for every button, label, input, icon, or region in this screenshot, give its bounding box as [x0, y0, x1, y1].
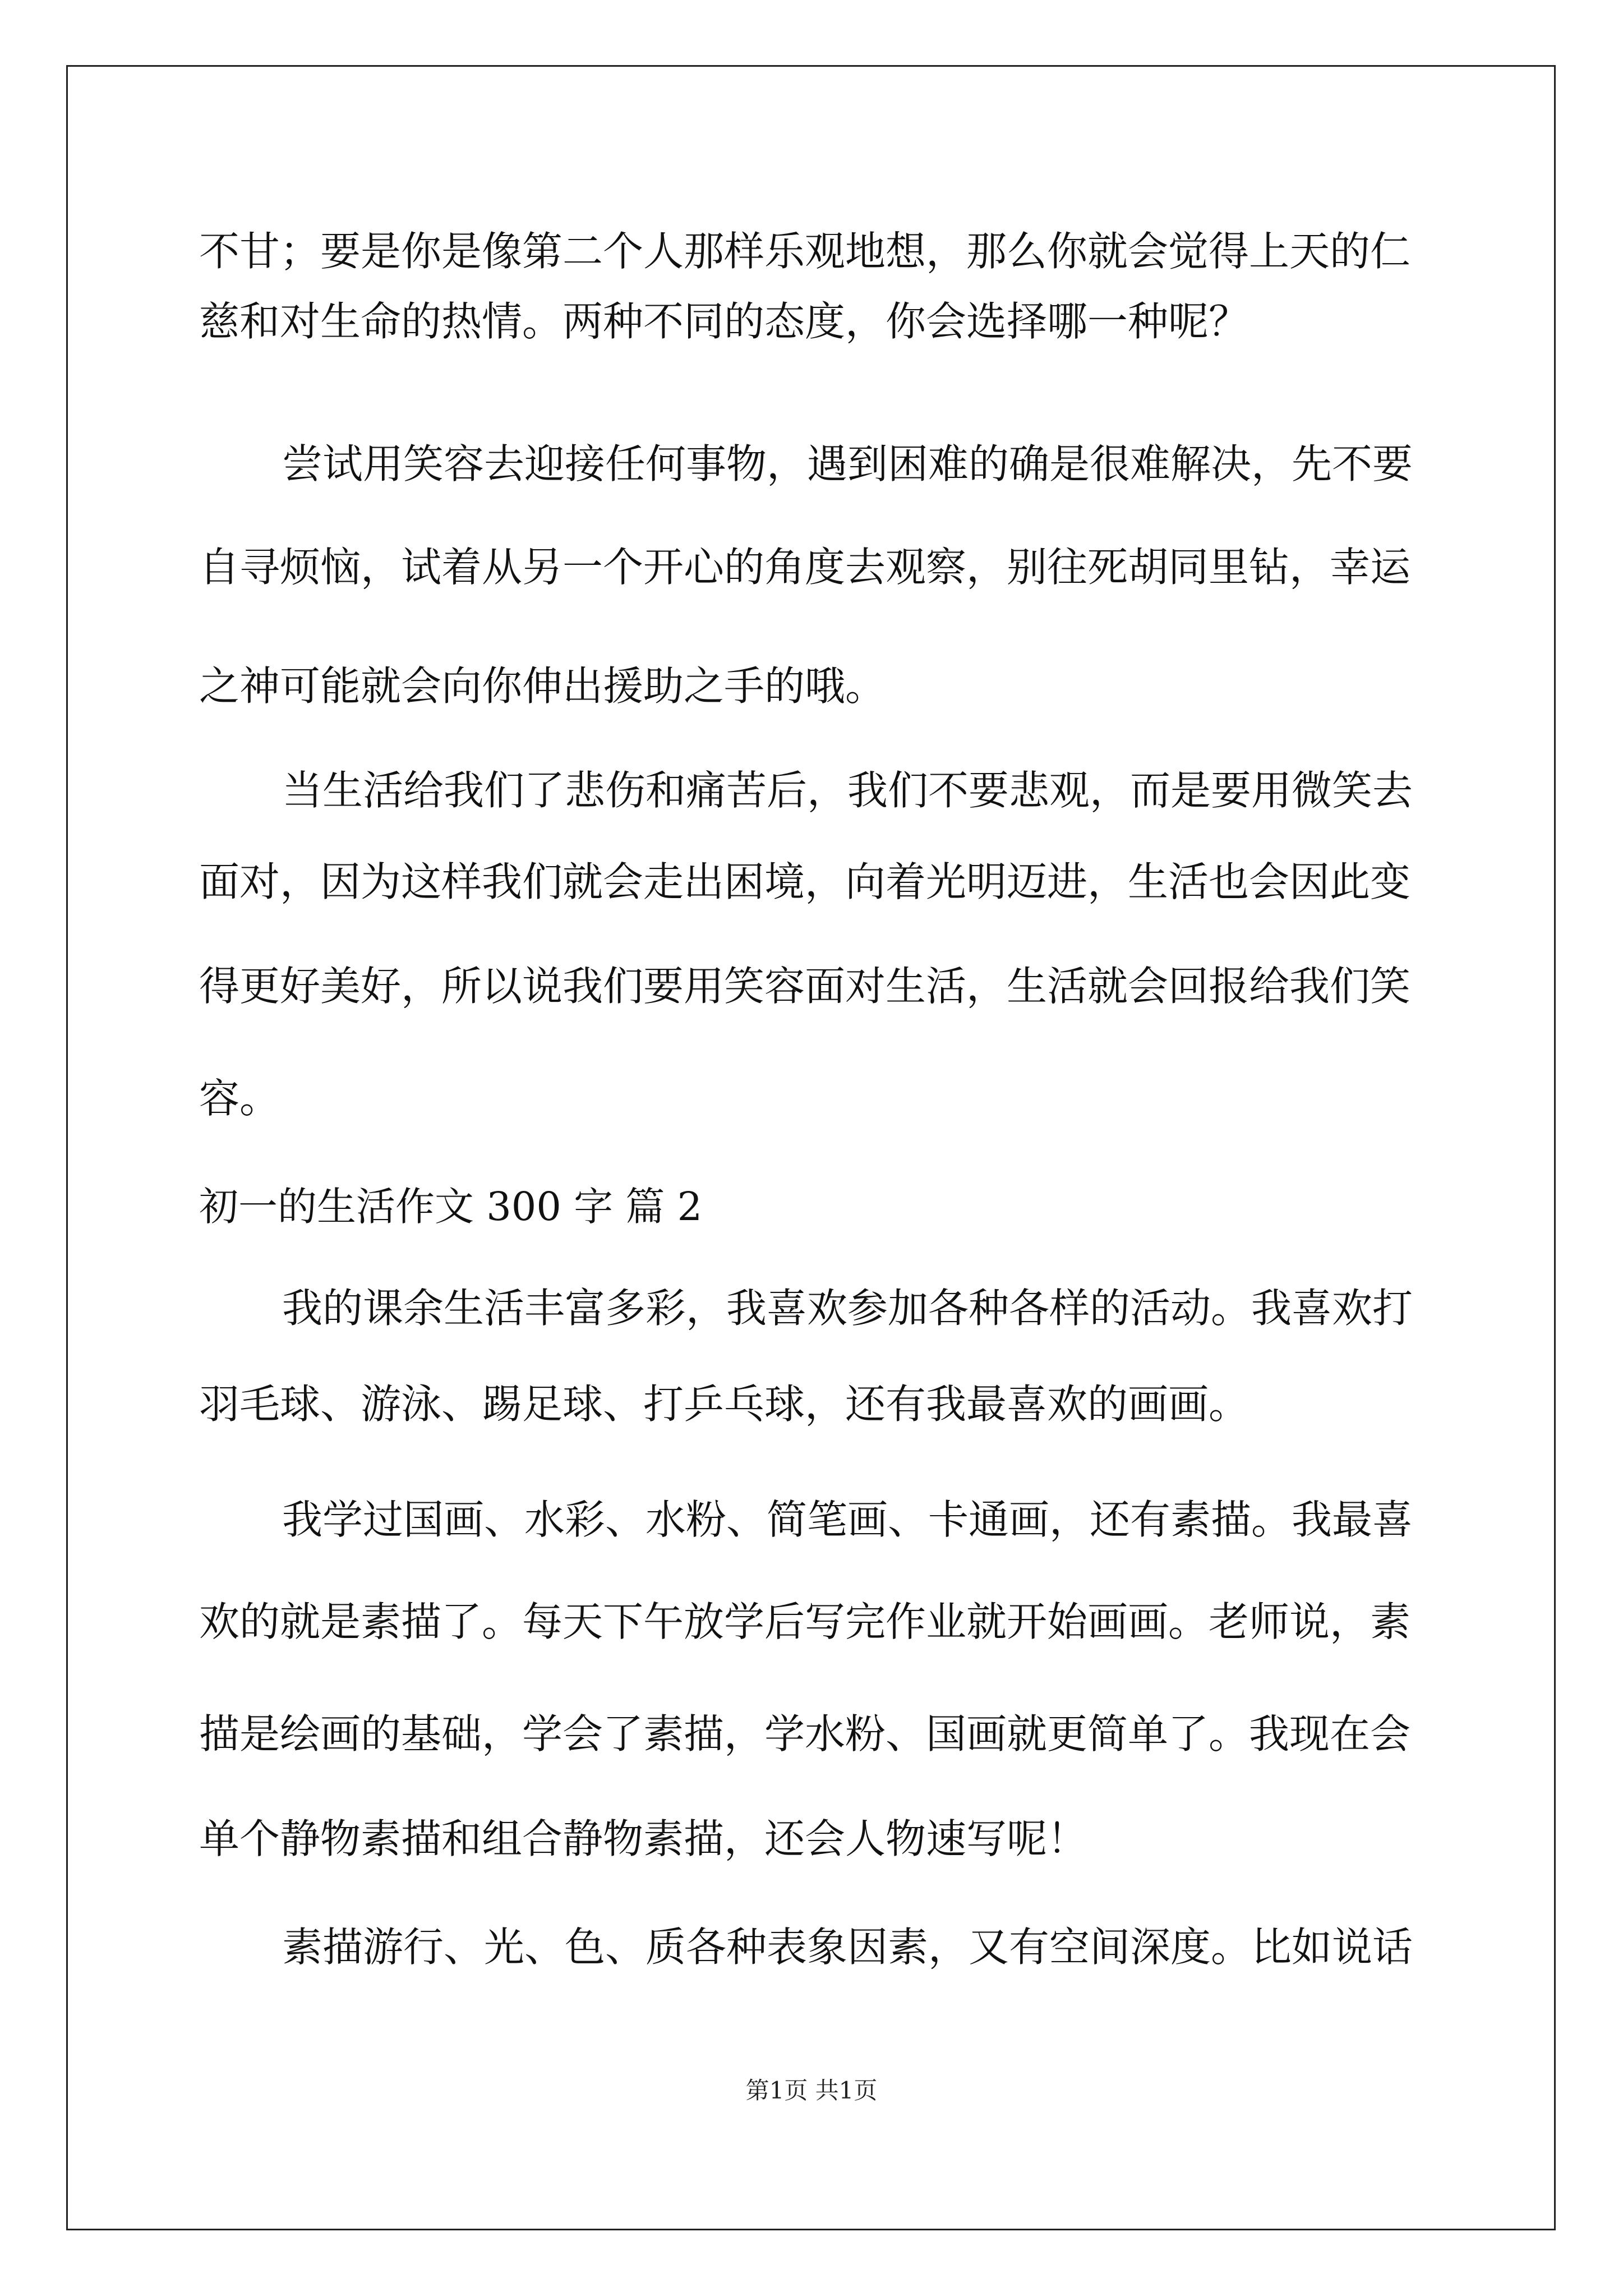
text-line: 之神可能就会向你伸出援助之手的哦。	[199, 662, 886, 710]
text-line: 单个静物素描和组合静物素描，还会人物速写呢！	[199, 1815, 1088, 1862]
paragraph-first-line: 当生活给我们了悲伤和痛苦后，我们不要悲观，而是要用微笑去	[282, 767, 1413, 814]
text-line: 慈和对生命的热情。两种不同的态度，你会选择哪一种呢？	[199, 298, 1249, 345]
text-line: 面对，因为这样我们就会走出困境，向着光明迈进，生活也会因此变	[199, 858, 1411, 905]
paragraph-first-line: 我的课余生活丰富多彩，我喜欢参加各种各样的活动。我喜欢打	[282, 1285, 1413, 1332]
section-heading: 初一的生活作文 300 字 篇 2	[199, 1184, 703, 1230]
paragraph-first-line: 素描游行、光、色、质各种表象因素，又有空间深度。比如说话	[282, 1924, 1413, 1971]
paragraph-first-line: 我学过国画、水彩、水粉、简笔画、卡通画，还有素描。我最喜	[282, 1496, 1413, 1543]
text-line: 容。	[199, 1075, 280, 1122]
text-line: 羽毛球、游泳、踢足球、打乒乓球，还有我最喜欢的画画。	[199, 1381, 1249, 1428]
text-line: 自寻烦恼，试着从另一个开心的角度去观察，别往死胡同里钻，幸运	[199, 544, 1411, 591]
page-footer: 第1页 共1页	[745, 2077, 878, 2104]
text-line: 得更好美好，所以说我们要用笑容面对生活，生活就会回报给我们笑	[199, 963, 1411, 1010]
text-line: 欢的就是素描了。每天下午放学后写完作业就开始画画。老师说，素	[199, 1598, 1411, 1645]
text-line: 描是绘画的基础，学会了素描，学水粉、国画就更简单了。我现在会	[199, 1710, 1411, 1757]
document-body	[199, 0, 1430, 2296]
paragraph-first-line: 尝试用笑容去迎接任何事物，遇到困难的确是很难解决，先不要	[282, 440, 1413, 487]
text-line: 不甘；要是你是像第二个人那样乐观地想，那么你就会觉得上天的仁	[199, 228, 1411, 275]
